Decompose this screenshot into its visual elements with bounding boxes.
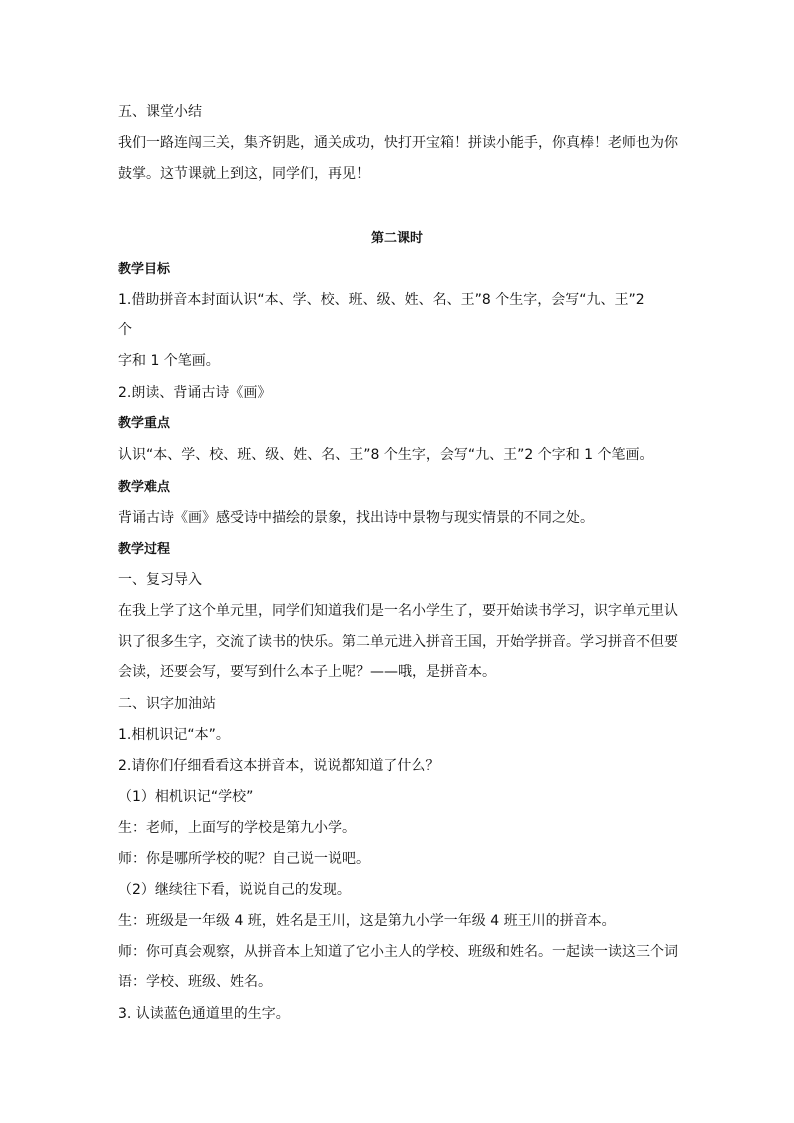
review-paragraph-line-3: 会读，还要会写，要写到什么本子上呢？——哦，是拼音本。 — [118, 664, 496, 680]
step-2: 2.请你们仔细看看这本拼音本，说说都知道了什么？ — [118, 758, 440, 774]
process-heading: 教学过程 — [118, 542, 171, 557]
literacy-heading: 二、识字加油站 — [118, 696, 216, 712]
sub-step-2: （2）继续往下看，说说自己的发现。 — [118, 882, 351, 898]
student-reply-2: 生：班级是一年级 4 班，姓名是王川，这是第九小学一年级 4 班王川的拼音本。 — [118, 913, 616, 929]
review-paragraph-line-1: 在我上学了这个单元里，同学们知道我们是一名小学生了，要开始读书学习，识字单元里认 — [118, 603, 678, 619]
teacher-reply-2-line-1: 师：你可真会观察，从拼音本上知道了它小主人的学校、班级和姓名。一起读一读这三个词 — [118, 944, 678, 960]
review-heading: 一、复习导入 — [118, 572, 202, 588]
goals-heading: 教学目标 — [118, 262, 171, 277]
teacher-reply-2-line-2: 语：学校、班级、姓名。 — [118, 974, 272, 990]
summary-heading: 五、课堂小结 — [118, 104, 202, 120]
summary-paragraph-line-2: 鼓掌。这节课就上到这，同学们，再见！ — [118, 166, 370, 182]
key-points-text: 认识“本、学、校、班、级、姓、名、王”8 个生字，会写“九、王”2 个字和 1 个笔画。 — [118, 447, 654, 463]
difficulty-heading: 教学难点 — [118, 480, 171, 495]
student-reply-1: 生：老师，上面写的学校是第九小学。 — [118, 820, 356, 836]
goal-1-line-3: 字和 1 个笔画。 — [118, 353, 220, 369]
review-paragraph-line-2: 识了很多生字，交流了读书的快乐。第二单元进入拼音王国，开始学拼音。学习拼音不但要 — [118, 634, 678, 650]
difficulty-text: 背诵古诗《画》感受诗中描绘的景象，找出诗中景物与现实情景的不同之处。 — [118, 510, 594, 526]
key-points-heading: 教学重点 — [118, 416, 171, 431]
goal-1-line-2: 个 — [118, 322, 132, 338]
sub-step-1: （1）相机识记“学校” — [118, 789, 254, 805]
goal-1-line-1: 1.借助拼音本封面认识“本、学、校、班、级、姓、名、王”8 个生字，会写“九、王”2 — [118, 292, 645, 308]
lesson-title: 第二课时 — [370, 231, 423, 246]
step-3: 3. 认读蓝色通道里的生字。 — [118, 1006, 290, 1022]
step-1: 1.相机识记“本”。 — [118, 727, 230, 743]
goal-2: 2.朗读、背诵古诗《画》 — [118, 385, 272, 401]
teacher-reply-1: 师：你是哪所学校的呢？自己说一说吧。 — [118, 851, 370, 867]
summary-paragraph-line-1: 我们一路连闯三关，集齐钥匙，通关成功，快打开宝箱！拼读小能手，你真棒！老师也为你 — [118, 135, 678, 151]
